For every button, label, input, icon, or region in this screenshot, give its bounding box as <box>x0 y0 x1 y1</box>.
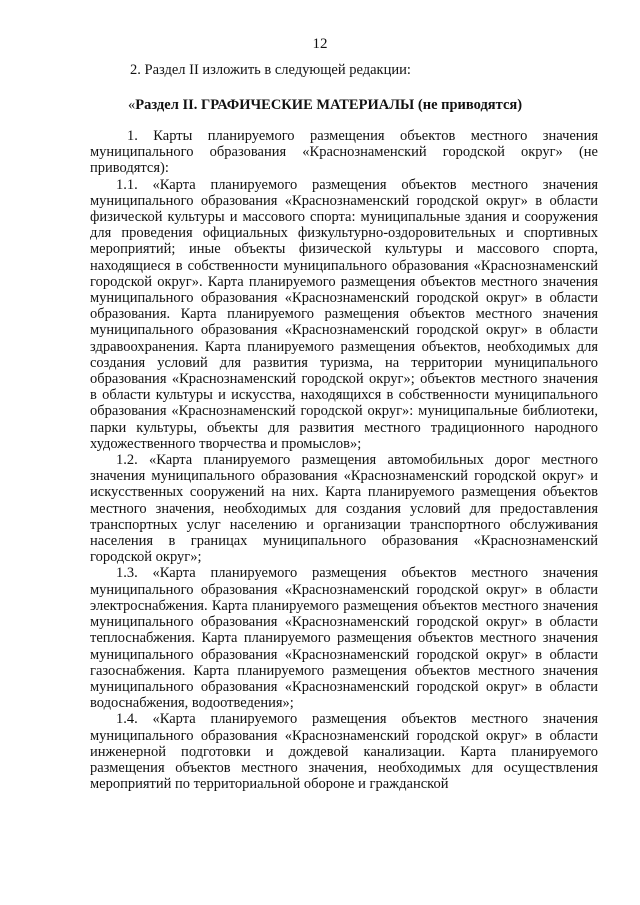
section-heading <box>128 97 522 114</box>
heading-open-quote: « <box>128 97 136 113</box>
paragraph-1: 1. Карты планируемого размещения объектов местного значения муниципального образования «Краснознаменский городской округ» (не приводятся): <box>90 128 598 177</box>
paragraph-1-1: 1.1. «Карта планируемого размещения объектов местного значения муниципального образования «Краснознаменский городской округ» в области физической культуры и массового спорта: муниципальные здания и сооружения для проведения официальных физкультурно-оздоровительных и спортивных мероприятий; иные объекты физической культуры и массового спорта, находящиеся в собственности муниципального образования «Краснознаменский городской округ». Карта планируемого размещения объектов местного значения муниципального образования «Краснознаменский городской округ» в области образования. Карта планируемого размещения объектов местного значения муниципального образования «Краснознаменский городской округ» в области здравоохранения. Карта планируемого размещения объектов, необходимых для создания условий для развития туризма, на территории муниципального образования «Краснознаменский городской округ»; объектов местного значения в области культуры и искусства, находящихся в собственности муниципального образования «Краснознаменский городской округ»: муниципальные библиотеки, парки культуры, объекты для развития местного традиционного народного художественного творчества и промыслов»; <box>90 176 598 452</box>
paragraph-1-4: 1.4. «Карта планируемого размещения объектов местного значения муниципального образования «Краснознаменский городской округ» в области инженерной подготовки и дождевой канализации. Карта планируемого размещения объектов местного значения, необходимых для осуществления мероприятий по территориальной обороне и гражданской <box>90 711 598 793</box>
intro-line: 2. Раздел II изложить в следующей редакции: <box>130 62 411 78</box>
heading-title: Раздел II. ГРАФИЧЕСКИЕ МАТЕРИАЛЫ <box>135 97 415 113</box>
page-number: 12 <box>312 36 328 52</box>
paragraph-1-2: 1.2. «Карта планируемого размещения автомобильных дорог местного значения муниципального образования «Краснознаменский городской округ» и искусственных сооружений на них. Карта планируемого размещения объектов местного значения, необходимых для создания условий для предоставления транспортных услуг населению и организации транспортного обслуживания населения в границах муниципального образования «Краснознаменский городской округ»; <box>90 452 598 566</box>
body-text <box>90 128 598 792</box>
heading-note: (не приводятся) <box>414 97 523 113</box>
paragraph-1-3: 1.3. «Карта планируемого размещения объектов местного значения муниципального образования «Краснознаменский городской округ» в области электроснабжения. Карта планируемого размещения объектов местного значения муниципального образования «Краснознаменский городской округ» в области теплоснабжения. Карта планируемого размещения объектов местного значения муниципального образования «Краснознаменский городской округ» в области газоснабжения. Карта планируемого размещения объектов местного значения муниципального образования «Краснознаменский городской округ» в области водоснабжения, водоотведения»; <box>90 565 598 712</box>
